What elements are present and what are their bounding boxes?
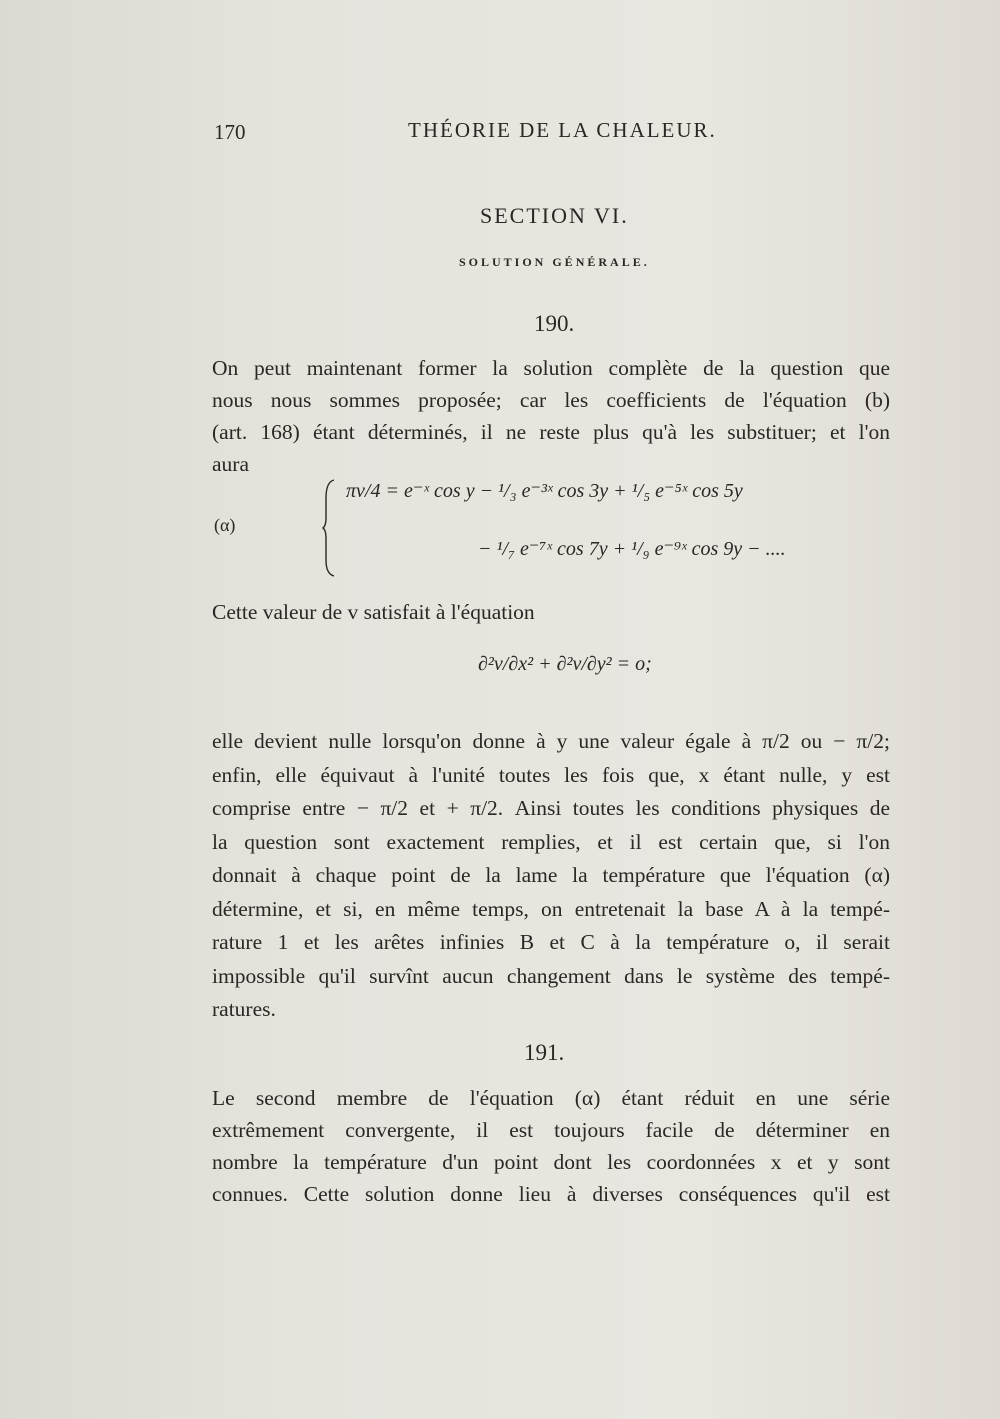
- text-line: nous nous sommes proposée; car les coefficients de l'équation (b): [212, 388, 890, 412]
- equation-alpha-line-1: πv/4 = e⁻ˣ cos y − ¹/₃ e⁻³ˣ cos 3y + ¹/₅ e⁻⁵ˣ cos 5y: [346, 480, 743, 502]
- paragraph-190-conditions: [212, 725, 890, 1027]
- text-line: ratures.: [212, 997, 276, 1021]
- page-number: 170: [214, 120, 246, 144]
- text-line: extrêmement convergente, il est toujours facile de déterminer en: [212, 1118, 890, 1142]
- paragraph-191: [212, 1082, 890, 1210]
- text-line: nombre la température d'un point dont les coordonnées x et y sont: [212, 1150, 890, 1174]
- text-line: impossible qu'il survînt aucun changement dans le système des tempé-: [212, 963, 890, 988]
- text-line: détermine, et si, en même temps, on entretenait la base A à la tempé-: [212, 896, 890, 921]
- article-number-191: 191.: [524, 1040, 565, 1065]
- paragraph-190-intro: [212, 352, 890, 480]
- section-title: SECTION VI.: [480, 203, 629, 228]
- text-line: connues. Cette solution donne lieu à diverses conséquences qu'il est: [212, 1182, 890, 1206]
- equation-label: (α): [214, 515, 236, 535]
- text-line: donnait à chaque point de la lame la température que l'équation (α): [212, 863, 890, 887]
- paragraph-satisfies: Cette valeur de v satisfait à l'équation: [212, 600, 535, 624]
- text-line: (art. 168) étant déterminés, il ne reste plus qu'à les substituer; et l'on: [212, 420, 890, 444]
- running-title: THÉORIE DE LA CHALEUR.: [408, 118, 717, 142]
- text-line: enfin, elle équivaut à l'unité toutes les fois que, x étant nulle, y est: [212, 762, 890, 787]
- equation-alpha-line-2: − ¹/₇ e⁻⁷ˣ cos 7y + ¹/₉ e⁻⁹ˣ cos 9y − ....: [478, 538, 786, 560]
- text-line: Le second membre de l'équation (α) étant réduit en une série: [212, 1086, 890, 1110]
- text-line: comprise entre − π/2 et + π/2. Ainsi toutes les conditions physiques de: [212, 796, 890, 820]
- text-line: elle devient nulle lorsqu'on donne à y une valeur égale à π/2 ou − π/2;: [212, 729, 890, 753]
- equation-brace: [322, 478, 336, 578]
- text-line: la question sont exactement remplies, et il est certain que, si l'on: [212, 829, 890, 854]
- section-subtitle: SOLUTION GÉNÉRALE.: [459, 255, 650, 269]
- text-line: On peut maintenant former la solution complète de la question que: [212, 356, 890, 380]
- article-number-190: 190.: [534, 311, 575, 336]
- text-line: aura: [212, 452, 249, 476]
- text-line: rature 1 et les arêtes infinies B et C à la température o, il serait: [212, 930, 890, 954]
- laplace-equation: ∂²v/∂x² + ∂²v/∂y² = o;: [478, 653, 652, 675]
